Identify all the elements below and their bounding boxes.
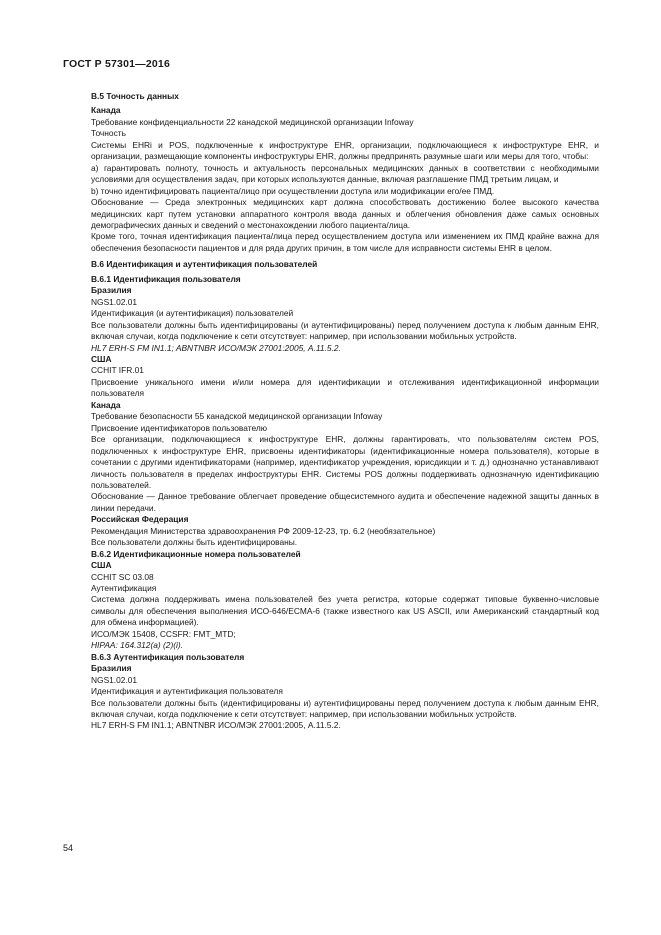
- paragraph: CCHIT IFR.01: [91, 365, 144, 376]
- paragraph: В.6 Идентификация и аутентификация пользователей: [91, 259, 318, 270]
- paragraph: Канада: [91, 399, 121, 410]
- document-header-title: ГОСТ Р 57301—2016: [63, 58, 171, 70]
- paragraph: В.5 Точность данных: [91, 91, 179, 101]
- paragraph: b) точно идентифицировать пациента/лицо при осуществлении доступа или модификации его/ее ПМД.: [91, 185, 495, 196]
- paragraph: Присвоение уникального имени и/или номера для идентификации и отслеживания идентификационной информации пользователя: [91, 376, 599, 399]
- paragraph: Все пользователи должны быть идентифицированы.: [91, 537, 298, 548]
- paragraph: Все пользователи должны быть (идентифицированы и) аутентифицированы перед получением доступа к любым данным EHR, включая случаи, когда подключение к сети отсутствует: например, при использовании мобильных устройств.: [91, 697, 599, 720]
- paragraph: CCHIT SC 03.08: [91, 571, 154, 582]
- paragraph: Бразилия: [91, 663, 132, 674]
- paragraph: Системы EHRi и POS, подключенные к инфоструктуре EHR, организации, подключающиеся к инфоструктуре EHR, и организации, размещающие компоненты инфоструктуры EHR, должны предпринять разумные шаги или меры для того, чтобы:: [91, 139, 599, 162]
- paragraph: а) гарантировать полноту, точность и актуальность персональных медицинских данных в соответствии с необходимыми условиями для осуществления задач, при которых используются данные, включая разглашение ПМД третьим лицам, и: [91, 162, 599, 185]
- paragraph: В.6.3 Аутентификация пользователя: [91, 651, 245, 662]
- paragraph: ИСО/МЭК 15408, CCSFR: FMT_MTD;: [91, 628, 236, 639]
- paragraph: Идентификация и аутентификация пользователя: [91, 686, 283, 697]
- paragraph: Российская Федерация: [91, 514, 189, 525]
- paragraph: NGS1.02.01: [91, 674, 138, 685]
- paragraph: Бразилия: [91, 285, 132, 296]
- paragraph: Обоснование — Данное требование облегчает проведение общесистемного аудита и обеспечение надежной защиты данных в линии передачи.: [91, 491, 599, 513]
- paragraph: Точность: [91, 128, 126, 139]
- paragraph: Канада: [91, 105, 121, 116]
- paragraph: Кроме того, точная идентификация пациента/лица перед осуществлением доступа или изменением их ПМД крайне важна для обеспечения безопасности пациентов и для ряда других причин, в том числе для исправности системы EHR в целом.: [91, 231, 599, 253]
- paragraph: Рекомендация Министерства здравоохранения РФ 2009-12-23, тр. 6.2 (необязательное): [91, 525, 436, 536]
- paragraph: Обоснование — Среда электронных медицинских карт должна способствовать достижению более высокого качества медицинских карт путем установки аппаратного контроля ввода данных и облегчения обновления даже самых основных демографических данных и сведений о местонахождении любого пациента/лица.: [91, 197, 599, 230]
- paragraph: Все организации, подключающиеся к инфоструктуре EHR, должны гарантировать, что пользователям систем POS, подключенных к инфоструктуре EHR, присвоены идентификаторы (идентификационные номера пользователя), которые в сочетании с другими идентификаторами (например, идентификатор учреждения, юрисдикции и т. д.) однозначно устанавливают личность пользователя в пределах инфоструктуры EHR. Системы POS должны поддерживать однозначную идентификацию пользователей.: [91, 434, 599, 490]
- paragraph: Система должна поддерживать имена пользователей без учета регистра, которые содержат типовые буквенно-числовые символы для обеспечения выполнения ИСО-646/ECMA-6 (также известного как US ASCII, или Американский стандартный код для обмена информацией).: [91, 594, 599, 628]
- paragraph: Требование безопасности 55 канадской медицинской организации Infoway: [91, 411, 383, 422]
- paragraph: В.6.2 Идентификационные номера пользователей: [91, 548, 301, 559]
- paragraph: Аутентификация: [91, 583, 157, 594]
- paragraph: Требование конфиденциальности 22 канадской медицинской организации Infoway: [91, 116, 414, 127]
- paragraph: HIPAA: 164.312(a) (2)(i).: [91, 640, 184, 651]
- page-number: 54: [63, 843, 74, 853]
- paragraph: HL7 ERH-S FM IN1.1; ABNTNBR ИСО/МЭК 27001:2005, A.11.5.2.: [91, 720, 341, 731]
- paragraph: В.6.1 Идентификация пользователя: [91, 273, 241, 284]
- paragraph: Присвоение идентификаторов пользователю: [91, 422, 268, 433]
- paragraph: HL7 ERH-S FM IN1.1; ABNTNBR ИСО/МЭК 27001:2005, A.11.5.2.: [91, 342, 341, 353]
- paragraph: NGS1.02.01: [91, 296, 138, 307]
- paragraph: Идентификация (и аутентификация) пользователей: [91, 308, 294, 319]
- paragraph: США: [91, 353, 112, 364]
- paragraph: Все пользователи должны быть идентифицированы (и аутентифицированы) перед получением доступа к любым данным EHR, включая случаи, когда подключение к сети отсутствует: например, при использовании мобильных устройств.: [91, 319, 599, 342]
- paragraph: США: [91, 560, 112, 571]
- document-body: [91, 91, 599, 732]
